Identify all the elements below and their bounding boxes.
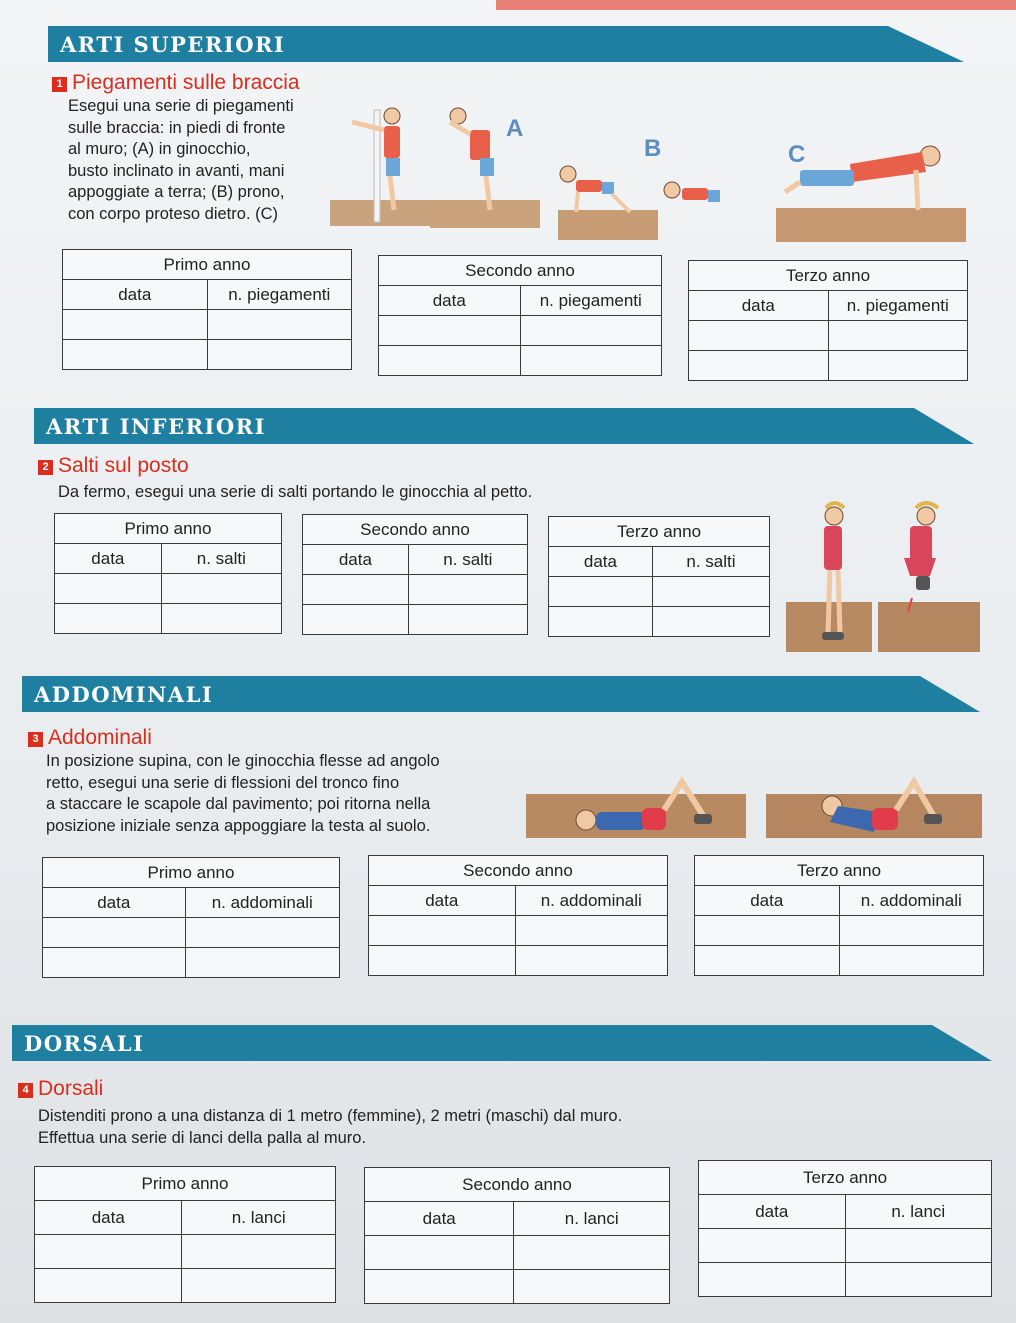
entry-cell-count[interactable] — [207, 310, 352, 340]
entry-cell-date[interactable] — [303, 575, 409, 605]
column-header-count: n. salti — [652, 547, 769, 577]
entry-cell-count[interactable] — [845, 1263, 992, 1297]
record-table-secondo-anno — [368, 855, 668, 976]
section-band-arti-inferiori — [34, 408, 974, 444]
table-title: Primo anno — [35, 1167, 336, 1201]
entry-cell-count[interactable] — [828, 321, 968, 351]
instruction-line: busto inclinato in avanti, mani — [68, 161, 285, 180]
table-title: Secondo anno — [303, 515, 528, 545]
entry-cell-count[interactable] — [514, 1270, 670, 1304]
instruction-line: sulle braccia: in piedi di fronte — [68, 118, 286, 137]
section-band-addominali — [22, 676, 980, 712]
entry-cell-date[interactable] — [63, 340, 208, 370]
record-table-terzo-anno — [694, 855, 984, 976]
column-header-data: data — [369, 886, 516, 916]
entry-cell-date[interactable] — [549, 577, 653, 607]
entry-cell-count[interactable] — [520, 346, 662, 376]
column-header-data: data — [689, 291, 829, 321]
figure-label-a: A — [506, 115, 524, 142]
table-title: Terzo anno — [549, 517, 770, 547]
entry-cell-date[interactable] — [43, 948, 186, 978]
entry-cell-date[interactable] — [549, 607, 653, 637]
entry-cell-count[interactable] — [514, 1236, 670, 1270]
entry-cell-date[interactable] — [699, 1229, 846, 1263]
table-title: Secondo anno — [369, 856, 668, 886]
column-header-data: data — [303, 545, 409, 575]
section-band-dorsali — [12, 1025, 992, 1061]
exercise-instructions — [46, 751, 516, 837]
entry-cell-count[interactable] — [185, 918, 339, 948]
exercise-title — [38, 454, 189, 478]
instruction-line: retto, esegui una serie di flessioni del tronco fino — [46, 773, 400, 792]
exercise-number-badge: 2 — [38, 460, 53, 475]
exercise-title-text: Salti sul posto — [58, 454, 189, 477]
column-header-data: data — [365, 1202, 514, 1236]
entry-cell-date[interactable] — [303, 605, 409, 635]
instruction-line: con corpo proteso dietro. (C) — [68, 204, 279, 223]
column-header-data: data — [699, 1195, 846, 1229]
entry-cell-count[interactable] — [520, 316, 662, 346]
record-table-primo-anno — [62, 249, 352, 370]
instruction-line: Distenditi prono a una distanza di 1 metro (femmine), 2 metri (maschi) dal muro. — [38, 1107, 623, 1125]
record-table-primo-anno — [34, 1166, 336, 1303]
entry-cell-date[interactable] — [369, 946, 516, 976]
record-table-terzo-anno — [688, 260, 968, 381]
column-header-count: n. salti — [161, 544, 281, 574]
entry-cell-date[interactable] — [55, 574, 162, 604]
column-header-count: n. piegamenti — [207, 280, 352, 310]
exercise-number-badge: 4 — [18, 1083, 33, 1098]
situp-illustration — [526, 776, 982, 840]
column-header-data: data — [695, 886, 840, 916]
entry-cell-date[interactable] — [35, 1269, 182, 1303]
section-heading: ARTI INFERIORI — [46, 414, 266, 439]
exercise-instructions — [58, 482, 758, 504]
entry-cell-count[interactable] — [408, 605, 527, 635]
entry-cell-date[interactable] — [695, 946, 840, 976]
record-table-terzo-anno — [698, 1160, 992, 1297]
column-header-count: n. lanci — [182, 1201, 336, 1235]
table-title: Secondo anno — [365, 1168, 670, 1202]
table-title: Primo anno — [55, 514, 282, 544]
table-title: Primo anno — [43, 858, 340, 888]
section-heading: ADDOMINALI — [34, 682, 214, 707]
column-header-count: n. lanci — [845, 1195, 992, 1229]
entry-cell-count[interactable] — [839, 916, 984, 946]
exercise-title — [18, 1077, 103, 1101]
exercise-title — [52, 71, 300, 95]
table-title: Primo anno — [63, 250, 352, 280]
instruction-line: posizione iniziale senza appoggiare la testa al suolo. — [46, 816, 431, 835]
instruction-line: Da fermo, esegui una serie di salti portando le ginocchia al petto. — [58, 483, 533, 501]
table-title: Terzo anno — [699, 1161, 992, 1195]
entry-cell-count[interactable] — [207, 340, 352, 370]
entry-cell-count[interactable] — [161, 604, 281, 634]
record-table-terzo-anno — [548, 516, 770, 637]
entry-cell-date[interactable] — [695, 916, 840, 946]
instruction-line: appoggiate a terra; (B) prono, — [68, 183, 285, 201]
figure-label-b: B — [644, 135, 662, 162]
column-header-data: data — [55, 544, 162, 574]
exercise-number-badge: 3 — [28, 732, 43, 747]
exercise-title — [28, 726, 152, 750]
column-header-data: data — [63, 280, 208, 310]
table-title: Terzo anno — [689, 261, 968, 291]
column-header-data: data — [549, 547, 653, 577]
entry-cell-count[interactable] — [652, 607, 769, 637]
record-table-secondo-anno — [378, 255, 662, 376]
column-header-count: n. piegamenti — [520, 286, 662, 316]
entry-cell-date[interactable] — [689, 321, 829, 351]
column-header-count: n. salti — [408, 545, 527, 575]
entry-cell-count[interactable] — [845, 1229, 992, 1263]
column-header-count: n. addominali — [839, 886, 984, 916]
entry-cell-date[interactable] — [365, 1236, 514, 1270]
section-band-arti-superiori — [48, 26, 964, 62]
entry-cell-count[interactable] — [839, 946, 984, 976]
page-corner-accent — [496, 0, 1016, 10]
instruction-line: al muro; (A) in ginocchio, — [68, 140, 251, 158]
entry-cell-date[interactable] — [379, 316, 521, 346]
entry-cell-date[interactable] — [689, 351, 829, 381]
table-title: Terzo anno — [695, 856, 984, 886]
record-table-secondo-anno — [364, 1167, 670, 1304]
figure-label-c: C — [788, 141, 806, 168]
instruction-line: In posizione supina, con le ginocchia flesse ad angolo — [46, 752, 440, 770]
entry-cell-count[interactable] — [182, 1269, 336, 1303]
exercise-title-text: Piegamenti sulle braccia — [72, 71, 300, 94]
entry-cell-count[interactable] — [828, 351, 968, 381]
entry-cell-date[interactable] — [55, 604, 162, 634]
column-header-count: n. lanci — [514, 1202, 670, 1236]
entry-cell-count[interactable] — [161, 574, 281, 604]
entry-cell-count[interactable] — [182, 1235, 336, 1269]
entry-cell-count[interactable] — [515, 916, 668, 946]
exercise-instructions — [38, 1106, 938, 1149]
entry-cell-date[interactable] — [369, 916, 516, 946]
entry-cell-date[interactable] — [365, 1270, 514, 1304]
section-heading: ARTI SUPERIORI — [60, 32, 286, 57]
entry-cell-date[interactable] — [43, 918, 186, 948]
entry-cell-count[interactable] — [515, 946, 668, 976]
section-heading: DORSALI — [24, 1031, 145, 1056]
entry-cell-date[interactable] — [63, 310, 208, 340]
pushup-illustration — [330, 100, 966, 242]
instruction-line: Effettua una serie di lanci della palla al muro. — [38, 1128, 367, 1147]
jump-illustration — [786, 500, 980, 654]
table-title: Secondo anno — [379, 256, 662, 286]
exercise-title-text: Dorsali — [38, 1077, 104, 1100]
entry-cell-count[interactable] — [185, 948, 339, 978]
instruction-line: a staccare le scapole dal pavimento; poi ritorna nella — [46, 795, 431, 813]
column-header-data: data — [43, 888, 186, 918]
entry-cell-count[interactable] — [652, 577, 769, 607]
exercise-title-text: Addominali — [48, 726, 152, 749]
entry-cell-date[interactable] — [35, 1235, 182, 1269]
instruction-line: Esegui una serie di piegamenti — [68, 97, 294, 115]
exercise-number-badge: 1 — [52, 77, 67, 92]
entry-cell-date[interactable] — [379, 346, 521, 376]
column-header-data: data — [35, 1201, 182, 1235]
record-table-primo-anno — [42, 857, 340, 978]
entry-cell-date[interactable] — [699, 1263, 846, 1297]
column-header-count: n. addominali — [515, 886, 668, 916]
record-table-primo-anno — [54, 513, 282, 634]
column-header-data: data — [379, 286, 521, 316]
column-header-count: n. piegamenti — [828, 291, 968, 321]
exercise-instructions — [68, 96, 333, 225]
record-table-secondo-anno — [302, 514, 528, 635]
entry-cell-count[interactable] — [408, 575, 527, 605]
column-header-count: n. addominali — [185, 888, 339, 918]
